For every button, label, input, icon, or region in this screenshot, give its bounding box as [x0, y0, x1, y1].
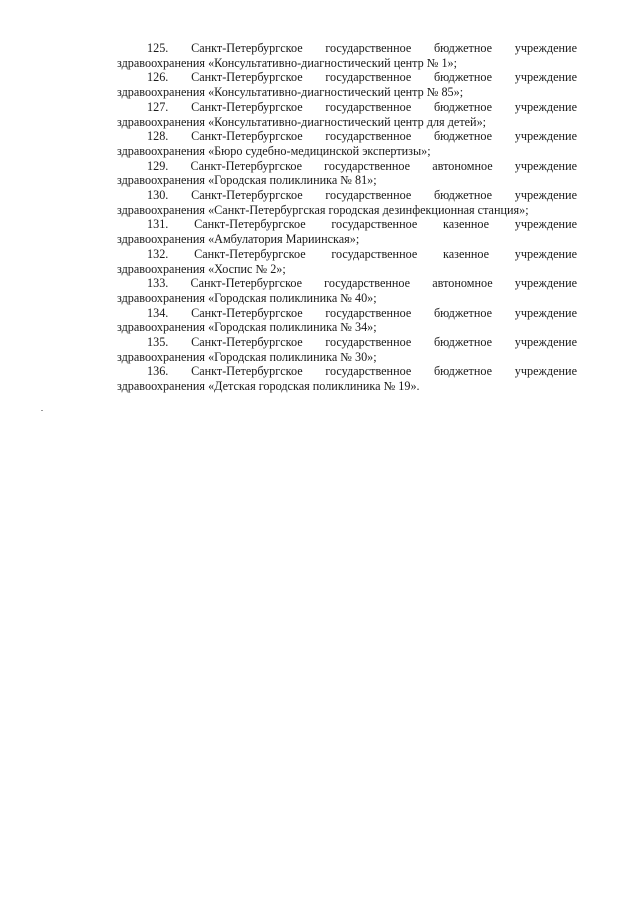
list-item-125: 125. Санкт-Петербургское государственное бюджетное учреждение здравоохранения «Консультативно-диагностический центр № 1»; [117, 41, 577, 70]
scan-speck [41, 410, 43, 411]
list-item-134: 134. Санкт-Петербургское государственное бюджетное учреждение здравоохранения «Городская поликлиника № 34»; [117, 305, 577, 335]
list-item-131: 131. Санкт-Петербургское государственное казенное учреждение здравоохранения «Амбулатория Мариинская»; [117, 217, 577, 247]
list-item-129: 129. Санкт-Петербургское государственное автономное учреждение здравоохранения «Городская поликлиника № 81»; [117, 158, 577, 188]
list-item-133: 133. Санкт-Петербургское государственное автономное учреждение здравоохранения «Городская поликлиника № 40»; [117, 276, 577, 305]
list-item-135: 135. Санкт-Петербургское государственное бюджетное учреждение здравоохранения «Городская поликлиника № 30»; [117, 335, 577, 364]
document-body [117, 41, 577, 394]
list-item-126: 126. Санкт-Петербургское государственное бюджетное учреждение здравоохранения «Консультативно-диагностический центр № 85»; [117, 70, 577, 100]
list-item-127: 127. Санкт-Петербургское государственное бюджетное учреждение здравоохранения «Консультативно-диагностический центр для детей»; [117, 99, 577, 129]
list-item-132: 132. Санкт-Петербургское государственное казенное учреждение здравоохранения «Хоспис № 2»; [117, 246, 577, 276]
list-item-128: 128. Санкт-Петербургское государственное бюджетное учреждение здравоохранения «Бюро судебно-медицинской экспертизы»; [117, 129, 577, 158]
list-item-130: 130. Санкт-Петербургское государственное бюджетное учреждение здравоохранения «Санкт-Петербургская городская дезинфекционная станция»; [117, 188, 577, 217]
list-item-136: 136. Санкт-Петербургское государственное бюджетное учреждение здравоохранения «Детская городская поликлиника № 19». [117, 364, 577, 394]
